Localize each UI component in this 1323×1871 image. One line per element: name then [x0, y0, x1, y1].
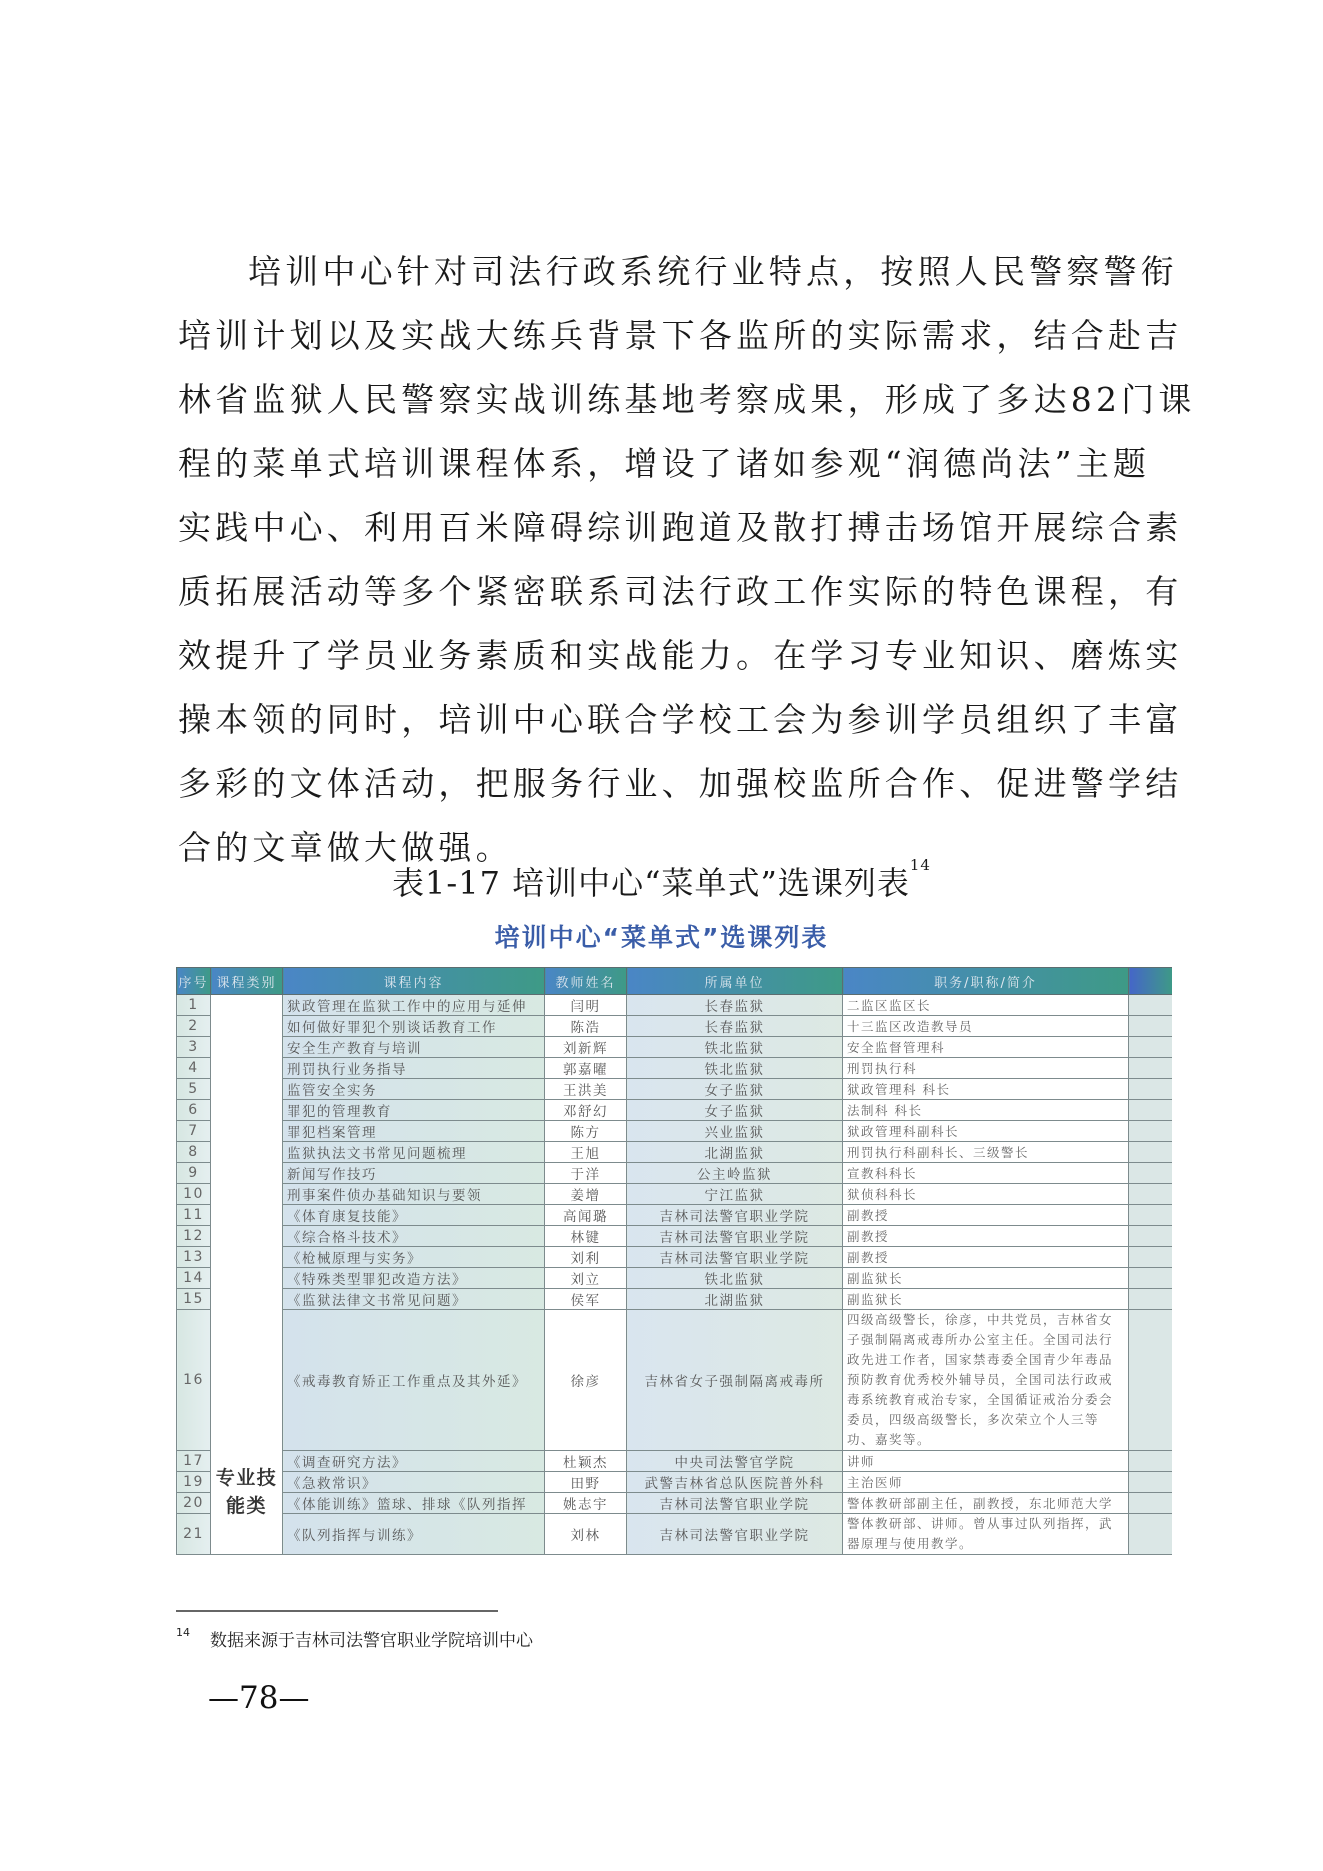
footnote [176, 1626, 533, 1651]
table-row [177, 1472, 1173, 1493]
cell-course: 《体育康复技能》 [283, 1205, 545, 1226]
cell-blank [1129, 1289, 1173, 1310]
cell-teacher: 姜增 [545, 1184, 627, 1205]
header-unit: 所属单位 [627, 968, 843, 995]
cell-unit: 长春监狱 [627, 995, 843, 1016]
table-row [177, 995, 1173, 1016]
cell-blank [1129, 1268, 1173, 1289]
cell-unit: 铁北监狱 [627, 1037, 843, 1058]
table-row [177, 1121, 1173, 1142]
paragraph-line: 林省监狱人民警察实战训练基地考察成果，形成了多达82门课 [178, 380, 1196, 419]
cell-blank [1129, 1205, 1173, 1226]
cell-title: 副监狱长 [843, 1289, 1129, 1310]
table-row [177, 1493, 1173, 1514]
cell-unit: 女子监狱 [627, 1100, 843, 1121]
table-row [177, 1310, 1173, 1451]
table-row [177, 1016, 1173, 1037]
cell-course: 《队列指挥与训练》 [283, 1514, 545, 1555]
cell-course: 监管安全实务 [283, 1079, 545, 1100]
cell-title: 二监区监区长 [843, 995, 1129, 1016]
footnote-divider [176, 1610, 498, 1612]
cell-title: 法制科 科长 [843, 1100, 1129, 1121]
cell-unit: 吉林司法警官职业学院 [627, 1493, 843, 1514]
cell-unit: 铁北监狱 [627, 1058, 843, 1079]
paragraph-line: 操本领的同时，培训中心联合学校工会为参训学员组织了丰富 [178, 700, 1183, 739]
cell-category: 专业技能类 [211, 995, 283, 1555]
table-row [177, 1514, 1173, 1555]
cell-no: 19 [177, 1472, 211, 1493]
table-row [177, 1289, 1173, 1310]
table-header-row [177, 968, 1173, 995]
footnote-text: 数据来源于吉林司法警官职业学院培训中心 [210, 1631, 533, 1651]
cell-teacher: 郭嘉曜 [545, 1058, 627, 1079]
cell-course: 安全生产教育与培训 [283, 1037, 545, 1058]
table-row [177, 1268, 1173, 1289]
cell-course: 狱政管理在监狱工作中的应用与延伸 [283, 995, 545, 1016]
cell-no: 7 [177, 1121, 211, 1142]
cell-no: 4 [177, 1058, 211, 1079]
cell-unit: 铁北监狱 [627, 1268, 843, 1289]
cell-blank [1129, 1163, 1173, 1184]
cell-blank [1129, 1058, 1173, 1079]
course-table-image [176, 967, 1172, 1575]
cell-unit: 北湖监狱 [627, 1142, 843, 1163]
cell-title: 狱政管理科副科长 [843, 1121, 1129, 1142]
cell-unit: 吉林司法警官职业学院 [627, 1247, 843, 1268]
cell-blank [1129, 1226, 1173, 1247]
cell-title: 副教授 [843, 1247, 1129, 1268]
cell-title: 宣教科科长 [843, 1163, 1129, 1184]
footnote-mark: 14 [176, 1626, 190, 1639]
cell-unit: 女子监狱 [627, 1079, 843, 1100]
cell-course: 《急救常识》 [283, 1472, 545, 1493]
cell-unit: 武警吉林省总队医院普外科 [627, 1472, 843, 1493]
cell-blank [1129, 1079, 1173, 1100]
paragraph-line: 实践中心、利用百米障碍综训跑道及散打搏击场馆开展综合素 [178, 508, 1183, 547]
body-paragraph [178, 240, 1196, 880]
cell-course: 《体能训练》篮球、排球《队列指挥 [283, 1493, 545, 1514]
course-table [176, 967, 1172, 1555]
cell-no: 16 [177, 1310, 211, 1451]
cell-title: 警体教研部、讲师。曾从事过队列指挥，武器原理与使用教学。 [843, 1514, 1129, 1555]
cell-blank [1129, 1451, 1173, 1472]
cell-unit: 中央司法警官学院 [627, 1451, 843, 1472]
header-course: 课程内容 [283, 968, 545, 995]
cell-no: 14 [177, 1268, 211, 1289]
cell-title: 副教授 [843, 1226, 1129, 1247]
footnote-ref[interactable]: 14 [909, 856, 931, 874]
cell-no: 10 [177, 1184, 211, 1205]
cell-teacher: 王洪美 [545, 1079, 627, 1100]
cell-title: 警体教研部副主任，副教授，东北师范大学 [843, 1493, 1129, 1514]
cell-blank [1129, 1247, 1173, 1268]
cell-no: 20 [177, 1493, 211, 1514]
cell-no: 2 [177, 1016, 211, 1037]
cell-teacher: 于洋 [545, 1163, 627, 1184]
cell-no: 12 [177, 1226, 211, 1247]
cell-blank [1129, 1184, 1173, 1205]
paragraph-line: 程的菜单式培训课程体系，增设了诸如参观“润德尚法”主题 [178, 444, 1151, 483]
cell-blank [1129, 1121, 1173, 1142]
cell-unit: 吉林司法警官职业学院 [627, 1205, 843, 1226]
table-row [177, 1247, 1173, 1268]
cell-unit: 吉林司法警官职业学院 [627, 1226, 843, 1247]
cell-title: 副教授 [843, 1205, 1129, 1226]
cell-teacher: 刘新辉 [545, 1037, 627, 1058]
cell-title: 刑罚执行科副科长、三级警长 [843, 1142, 1129, 1163]
cell-unit: 兴业监狱 [627, 1121, 843, 1142]
cell-course: 罪犯的管理教育 [283, 1100, 545, 1121]
cell-teacher: 陈浩 [545, 1016, 627, 1037]
header-teacher: 教师姓名 [545, 968, 627, 995]
cell-no: 3 [177, 1037, 211, 1058]
cell-blank [1129, 995, 1173, 1016]
cell-teacher: 刘林 [545, 1514, 627, 1555]
paragraph-line: 质拓展活动等多个紧密联系司法行政工作实际的特色课程，有 [178, 572, 1183, 611]
cell-teacher: 杜颖杰 [545, 1451, 627, 1472]
cell-title: 狱政管理科 科长 [843, 1079, 1129, 1100]
cell-unit: 吉林省女子强制隔离戒毒所 [627, 1310, 843, 1451]
cell-no: 8 [177, 1142, 211, 1163]
table-caption [0, 858, 1323, 904]
table-row [177, 1142, 1173, 1163]
paragraph-line: 效提升了学员业务素质和实战能力。在学习专业知识、磨炼实 [178, 636, 1183, 675]
cell-title: 副监狱长 [843, 1268, 1129, 1289]
cell-no: 6 [177, 1100, 211, 1121]
cell-blank [1129, 1142, 1173, 1163]
table-row [177, 1163, 1173, 1184]
cell-blank [1129, 1514, 1173, 1555]
table-row [177, 1451, 1173, 1472]
cell-teacher: 徐彦 [545, 1310, 627, 1451]
cell-teacher: 刘利 [545, 1247, 627, 1268]
cell-course: 如何做好罪犯个别谈话教育工作 [283, 1016, 545, 1037]
cell-title: 安全监督管理科 [843, 1037, 1129, 1058]
cell-unit: 长春监狱 [627, 1016, 843, 1037]
cell-no: 1 [177, 995, 211, 1016]
cell-unit: 宁江监狱 [627, 1184, 843, 1205]
cell-course: 刑罚执行业务指导 [283, 1058, 545, 1079]
cell-title: 主治医师 [843, 1472, 1129, 1493]
cell-teacher: 王旭 [545, 1142, 627, 1163]
table-row [177, 1058, 1173, 1079]
cell-blank [1129, 1310, 1173, 1451]
cell-no: 9 [177, 1163, 211, 1184]
cell-blank [1129, 1493, 1173, 1514]
caption-text: 表1-17 培训中心“菜单式”选课列表 [392, 864, 910, 902]
cell-course: 《监狱法律文书常见问题》 [283, 1289, 545, 1310]
cell-teacher: 高闻璐 [545, 1205, 627, 1226]
cell-no: 21 [177, 1514, 211, 1555]
table-image-title: 培训中心“菜单式”选课列表 [494, 923, 829, 952]
cell-blank [1129, 1016, 1173, 1037]
cell-unit: 吉林司法警官职业学院 [627, 1514, 843, 1555]
cell-blank [1129, 1100, 1173, 1121]
header-title: 职务/职称/简介 [843, 968, 1129, 995]
cell-teacher: 闫明 [545, 995, 627, 1016]
cell-no: 5 [177, 1079, 211, 1100]
cell-course: 刑事案件侦办基础知识与要领 [283, 1184, 545, 1205]
cell-blank [1129, 1472, 1173, 1493]
cell-course: 新闻写作技巧 [283, 1163, 545, 1184]
cell-blank [1129, 1037, 1173, 1058]
cell-title: 四级高级警长，徐彦，中共党员，吉林省女子强制隔离戒毒所办公室主任。全国司法行政先进工作者，国家禁毒委全国青少年毒品预防教育优秀校外辅导员，全国司法行政戒毒系统教育戒治专家，全国循证戒治分委会委员，四级高级警长，多次荣立个人三等功、嘉奖等。 [843, 1310, 1129, 1451]
cell-no: 15 [177, 1289, 211, 1310]
cell-course: 《特殊类型罪犯改造方法》 [283, 1268, 545, 1289]
cell-teacher: 刘立 [545, 1268, 627, 1289]
cell-teacher: 侯军 [545, 1289, 627, 1310]
paragraph-line: 培训中心针对司法行政系统行业特点，按照人民警察警衔 [248, 252, 1178, 291]
table-row [177, 1184, 1173, 1205]
cell-course: 《调查研究方法》 [283, 1451, 545, 1472]
table-row [177, 1100, 1173, 1121]
cell-no: 17 [177, 1451, 211, 1472]
cell-teacher: 田野 [545, 1472, 627, 1493]
cell-unit: 北湖监狱 [627, 1289, 843, 1310]
header-no: 序号 [177, 968, 211, 995]
header-blank [1129, 968, 1173, 995]
paragraph-line: 培训计划以及实战大练兵背景下各监所的实际需求，结合赴吉 [178, 316, 1183, 355]
table-row [177, 1205, 1173, 1226]
cell-teacher: 陈方 [545, 1121, 627, 1142]
page-number: —78— [208, 1680, 310, 1716]
cell-teacher: 林键 [545, 1226, 627, 1247]
cell-course: 《戒毒教育矫正工作重点及其外延》 [283, 1310, 545, 1451]
cell-title: 讲师 [843, 1451, 1129, 1472]
table-row [177, 1037, 1173, 1058]
cell-unit: 公主岭监狱 [627, 1163, 843, 1184]
table-row [177, 1079, 1173, 1100]
cell-teacher: 邓舒幻 [545, 1100, 627, 1121]
cell-course: 罪犯档案管理 [283, 1121, 545, 1142]
cell-teacher: 姚志宇 [545, 1493, 627, 1514]
cell-course: 《综合格斗技术》 [283, 1226, 545, 1247]
cell-title: 十三监区改造教导员 [843, 1016, 1129, 1037]
header-category: 课程类别 [211, 968, 283, 995]
cell-no: 13 [177, 1247, 211, 1268]
paragraph-line: 合的文章做大做强。 [178, 828, 513, 867]
table-row [177, 1226, 1173, 1247]
paragraph-line: 多彩的文体活动，把服务行业、加强校监所合作、促进警学结 [178, 764, 1183, 803]
cell-no: 11 [177, 1205, 211, 1226]
cell-title: 狱侦科科长 [843, 1184, 1129, 1205]
cell-course: 《枪械原理与实务》 [283, 1247, 545, 1268]
cell-course: 监狱执法文书常见问题梳理 [283, 1142, 545, 1163]
cell-title: 刑罚执行科 [843, 1058, 1129, 1079]
